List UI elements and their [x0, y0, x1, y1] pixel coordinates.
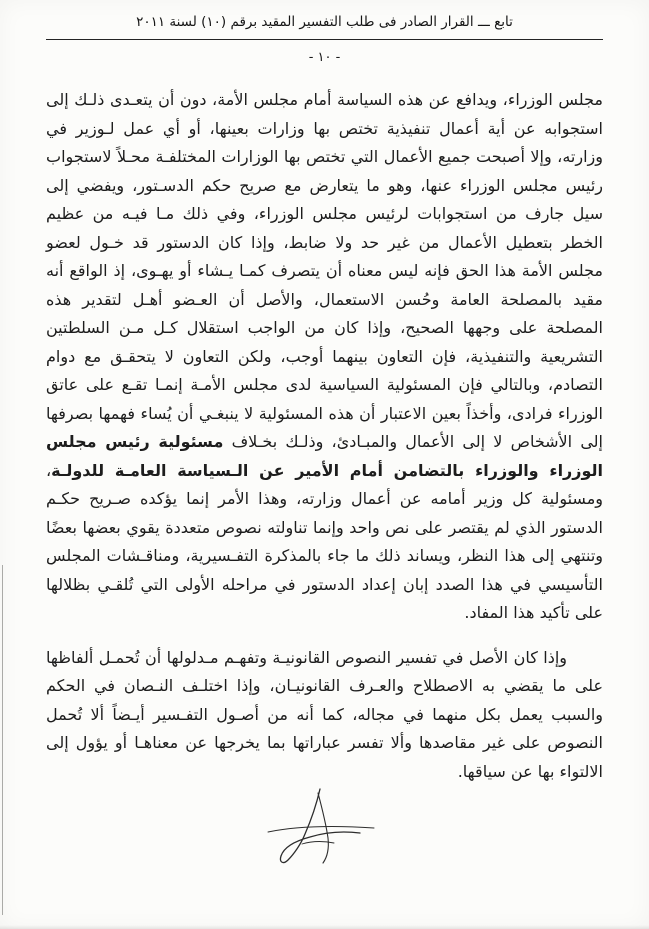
handwritten-signature-mark	[262, 786, 382, 872]
paragraph-bold-emphasis: مسئولية رئيس مجلس الوزراء والوزراء بالتضامن أمام الأمير عن الـسياسة العامـة للدولـة	[46, 432, 603, 480]
paragraph-interpretation-rules: وإذا كان الأصل في تفسير النصوص القانونيـة وتفهـم مـدلولها أن تُحمـل ألفاظها على ما يقضي به الاصطلاح والعـرف القانونيـان، وإذا اختلـف النـصان في الحكم والسبب يعمل بكل منهما في مجاله، كما أنه من أصـول التفـسير أيـضاً ألا تُحمل النصوص على غير مقاصدها وألا تفسر عباراتها بما يخرجها عن معناهـا أو يؤول إلى الالتواء بها عن سياقها.	[46, 647, 603, 781]
page-number: - ١٠ -	[308, 50, 341, 65]
scan-artifact-edge-line	[2, 565, 3, 915]
paragraph-main	[46, 86, 603, 628]
header-divider-line	[46, 39, 603, 40]
header-title: تابع ـــ القرار الصادر فى طلب التفسير المقيد برقم (١٠) لسنة ٢٠١١	[136, 14, 513, 30]
scan-artifact-bottom-shadow	[0, 925, 649, 929]
document-header	[46, 14, 603, 30]
paragraph-main-text-start: مجلس الوزراء، ويدافع عن هذه السياسة أمام مجلس الأمة، دون أن يتعـدى ذلـك إلى استجوابه عن أية أعمال تنفيذية تختص بها وزارات بعينها، أو أي عمل لـوزير في وزارته، وإلا أصبحت جميع الأعمال التي تختص بها الوزارات المختلفـة محـلاً لاستجواب رئيس مجلس الوزراء عنها، وهو ما يتعارض مع صريح حكم الدسـتور، ويفضي إلى سيل جارف من استجوابات لرئيس مجلس الوزراء، وفي ذلك مـا فيـه من عظيم الخطر بتعطيل الأعمال من غير حد ولا ضابط، وإذا كان الدستور قد خـول لعضو مجلس الأمة هذا الحق فإنه ليس معناه أن يتصرف كمـا يـشاء أو يهـوى، إذ الواقع أنه مقيد بالمصلحة العامة وحُسن الاستعمال، والأصل أن العـضو أهـل لتقدير هذه المصلحة على وجهها الصحيح، وإذا كان من الواجب استقلال كـل مـن السلطتين التشريعية والتنفيذية، فإن التعاون بينهما أوجب، ولكن التعاون لا يتحقـق مع دوام التصادم، وبالتالي فإن المسئولية السياسية لدى مجلس الأمـة إنمـا تقـع على عاتق الوزراء فرادى، وأخذاً بعين الاعتبار أن هذه المسئولية لا ينبغـي أن يُساء فهمها بصرفها إلى الأشخاص لا إلى الأعمال والمبـادئ، وذلـك بخـلاف	[46, 90, 604, 451]
document-body	[46, 86, 603, 786]
paragraph-main-text-end: ، ومسئولية كل وزير أمامه عن أعمال وزارته، وهذا الأمر إنما يؤكده صـريح حكـم الدستور الذي لم يقتصر على نص واحد وإنما تناولته نصوص متعددة يقوي بعضها بعضًا وتنتهي إلى هذا النظر، ويساند ذلك ما جاء بالمذكرة التفـسيرية، ومناقـشات المجلس التأسيسي في هذا الصدد إبان إعداد الدستور في مراحله الأولى التي تُلقـي بظلالها على تأكيد هذا المفاد.	[46, 460, 603, 622]
